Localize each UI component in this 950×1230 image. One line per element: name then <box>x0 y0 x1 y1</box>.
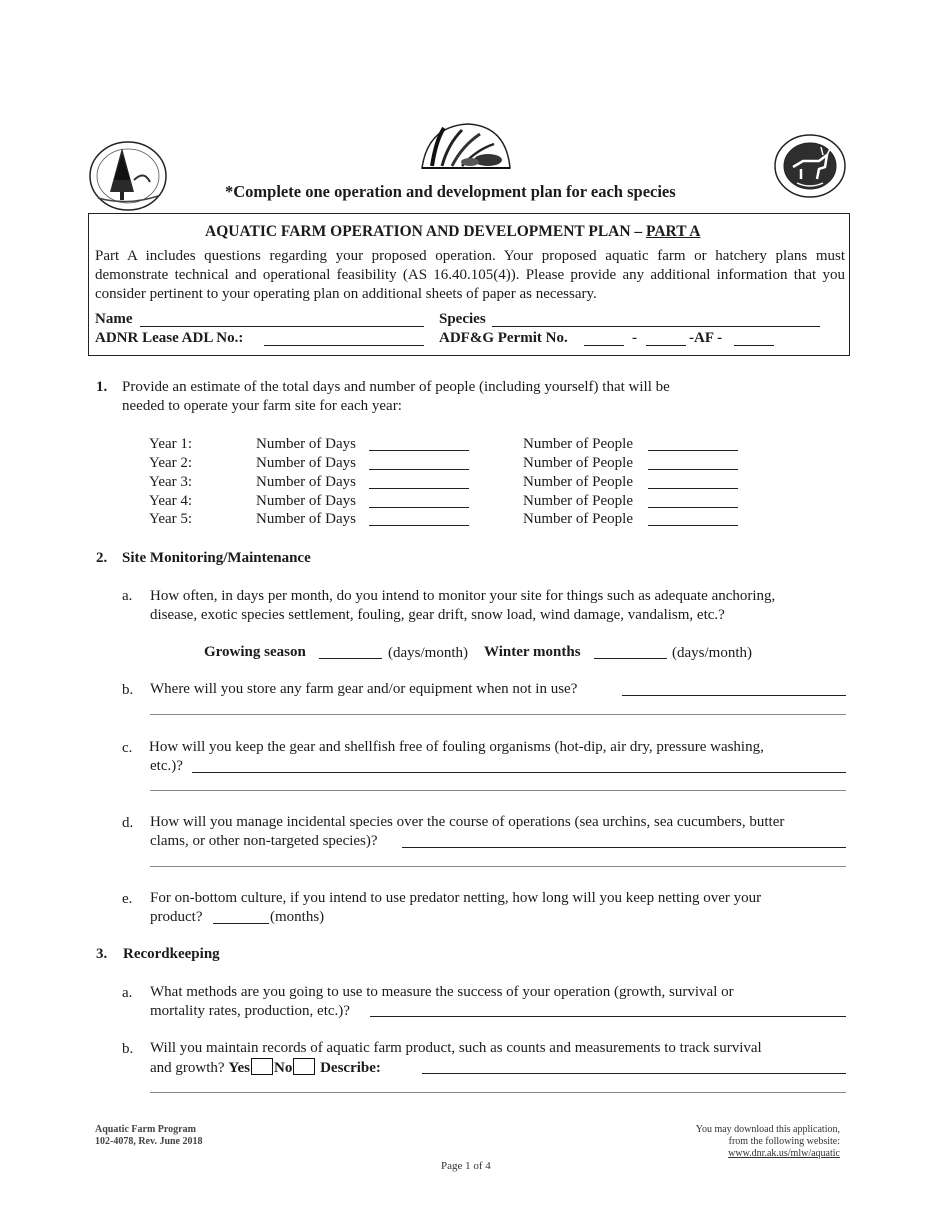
q2-heading: Site Monitoring/Maintenance <box>122 550 311 566</box>
permit-field-2[interactable] <box>646 345 686 346</box>
name-label: Name <box>95 311 133 327</box>
q1-text-line1: Provide an estimate of the total days and number of people (including yourself) that will be <box>122 379 670 395</box>
q2a-line2: disease, exotic species settlement, fouling, gear drift, snow load, wind damage, vandalism, etc.? <box>150 607 725 623</box>
footer-download-line1: You may download this application, <box>695 1124 840 1135</box>
q3b-line2-prefix: and growth? <box>150 1060 225 1076</box>
q2c-letter: c. <box>122 740 133 756</box>
permit-af: -AF - <box>689 330 723 346</box>
species-label: Species <box>439 311 486 327</box>
q2-number: 2. <box>96 550 108 566</box>
q3b-letter: b. <box>122 1041 134 1057</box>
days-label: Number of Days <box>256 511 356 527</box>
year-row <box>149 510 192 529</box>
footer-form-number: 102-4078, Rev. June 2018 <box>95 1136 203 1147</box>
people-label: Number of People <box>523 455 633 471</box>
describe-label: Describe: <box>320 1060 381 1076</box>
people-label: Number of People <box>523 436 633 452</box>
q3a-letter: a. <box>122 985 133 1001</box>
q3b-line2 <box>150 1058 381 1078</box>
people-field[interactable] <box>648 525 738 526</box>
yes-label: Yes <box>228 1060 250 1076</box>
q2e-line2-prefix: product? <box>150 909 203 925</box>
permit-field-3[interactable] <box>734 345 774 346</box>
q2b-line1: Where will you store any farm gear and/or equipment when not in use? <box>150 681 578 697</box>
q2b-field-1[interactable] <box>622 695 846 696</box>
q2e-letter: e. <box>122 891 133 907</box>
days-field[interactable] <box>369 488 469 489</box>
adl-field[interactable] <box>264 345 424 346</box>
dnr-seal-logo <box>88 140 168 212</box>
days-label: Number of Days <box>256 436 356 452</box>
part-a-title-part: PART A <box>646 223 701 240</box>
people-field[interactable] <box>648 507 738 508</box>
no-checkbox[interactable] <box>293 1058 315 1075</box>
q3a-field[interactable] <box>370 1016 846 1017</box>
q2d-line1: How will you manage incidental species over the course of operations (sea urchins, sea cucumbers, butter <box>150 814 785 830</box>
people-label: Number of People <box>523 511 633 527</box>
year-label: Year 3: <box>149 474 193 490</box>
q2c-line1: How will you keep the gear and shellfish free of fouling organisms (hot-dip, air dry, pressure washing, <box>149 739 764 755</box>
q3a-line1: What methods are you going to use to measure the success of your operation (growth, survival or <box>150 984 734 1000</box>
people-field[interactable] <box>648 488 738 489</box>
q2c-field-1[interactable] <box>192 772 846 773</box>
year-label: Year 4: <box>149 493 193 509</box>
q2d-field-2[interactable] <box>150 866 846 867</box>
page-number: Page 1 of 4 <box>441 1160 491 1172</box>
part-a-title <box>205 222 700 241</box>
days-label: Number of Days <box>256 455 356 471</box>
aquatic-farm-logo <box>418 120 512 172</box>
describe-field-2[interactable] <box>150 1092 846 1093</box>
winter-months-field[interactable] <box>594 658 667 659</box>
part-a-title-text: AQUATIC FARM OPERATION AND DEVELOPMENT PLAN – <box>205 223 647 240</box>
q3b-line1: Will you maintain records of aquatic farm product, such as counts and measurements to track survival <box>150 1040 762 1056</box>
year-row <box>149 454 192 473</box>
q2a-line1: How often, in days per month, do you intend to monitor your site for things such as adequate anchoring, <box>150 588 776 604</box>
days-field[interactable] <box>369 507 469 508</box>
winter-months-unit: (days/month) <box>672 645 752 661</box>
species-field[interactable] <box>492 326 820 327</box>
part-a-intro: Part A includes questions regarding your proposed operation. Your proposed aquatic farm or hatchery plans must demonstrate technical and operational feasibility (AS 16.40.105(4)). Please provide any additional information that you consider pertinent to your operating plan on additional sheets of paper as necessary. <box>95 248 845 302</box>
winter-months-label: Winter months <box>484 644 581 660</box>
permit-dash: - <box>632 330 637 346</box>
footer-download-line2: from the following website: <box>728 1136 840 1147</box>
adl-label: ADNR Lease ADL No.: <box>95 330 244 346</box>
q2e-line1: For on-bottom culture, if you intend to use predator netting, how long will you keep netting over your <box>150 890 762 906</box>
q2c-field-2[interactable] <box>150 790 846 791</box>
footer-program: Aquatic Farm Program <box>95 1124 196 1135</box>
describe-field-1[interactable] <box>422 1073 846 1074</box>
days-label: Number of Days <box>256 474 356 490</box>
q1-number: 1. <box>96 379 108 395</box>
year-row <box>149 435 192 454</box>
growing-season-unit: (days/month) <box>388 645 468 661</box>
q3-heading: Recordkeeping <box>123 946 220 962</box>
people-label: Number of People <box>523 493 633 509</box>
q2b-letter: b. <box>122 682 134 698</box>
growing-season-field[interactable] <box>319 658 382 659</box>
permit-label: ADF&G Permit No. <box>439 330 568 346</box>
days-label: Number of Days <box>256 493 356 509</box>
footer-website-link[interactable]: www.dnr.ak.us/mlw/aquatic <box>728 1148 840 1159</box>
q2d-letter: d. <box>122 815 134 831</box>
days-field[interactable] <box>369 525 469 526</box>
q2c-line2: etc.)? <box>150 758 183 774</box>
growing-season-label: Growing season <box>204 644 306 660</box>
q1-text-line2: needed to operate your farm site for each year: <box>122 398 402 414</box>
permit-field-1[interactable] <box>584 345 624 346</box>
year-label: Year 2: <box>149 455 193 471</box>
name-field[interactable] <box>140 326 424 327</box>
people-field[interactable] <box>648 469 738 470</box>
q2d-field-1[interactable] <box>402 847 846 848</box>
yes-checkbox[interactable] <box>251 1058 273 1075</box>
q2e-months-field[interactable] <box>213 923 269 924</box>
q2b-field-2[interactable] <box>150 714 846 715</box>
year-label: Year 1: <box>149 436 193 452</box>
year-row <box>149 492 192 511</box>
year-label: Year 5: <box>149 511 193 527</box>
adfg-seal-logo <box>773 133 847 199</box>
q3-number: 3. <box>96 946 108 962</box>
q2d-line2: clams, or other non-targeted species)? <box>150 833 378 849</box>
q3a-line2: mortality rates, production, etc.)? <box>150 1003 350 1019</box>
q2a-letter: a. <box>122 588 133 604</box>
no-label: No <box>273 1060 293 1076</box>
days-field[interactable] <box>369 469 469 470</box>
year-row <box>149 473 192 492</box>
days-field[interactable] <box>369 450 469 451</box>
people-field[interactable] <box>648 450 738 451</box>
instruction-heading: *Complete one operation and development plan for each species <box>225 182 676 201</box>
q2e-line2-suffix: (months) <box>270 909 325 925</box>
people-label: Number of People <box>523 474 633 490</box>
